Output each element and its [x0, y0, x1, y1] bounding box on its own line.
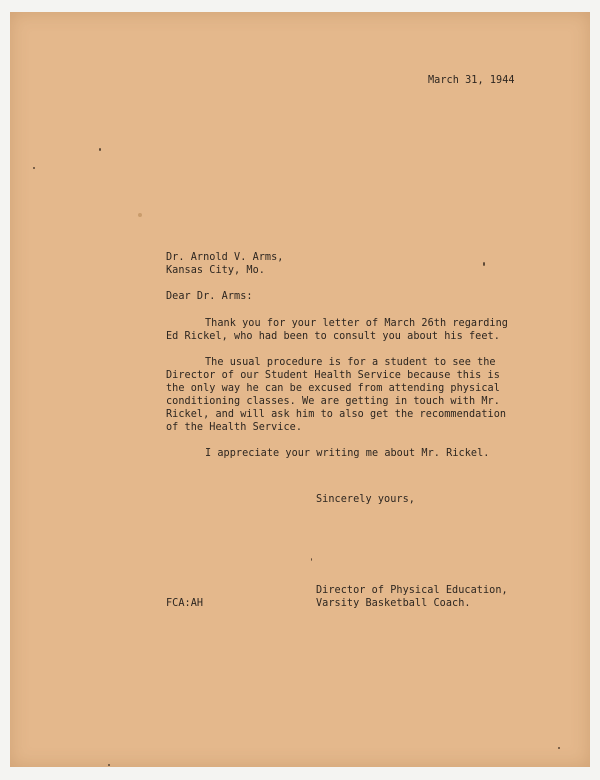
- paragraph-line: of the Health Service.: [166, 422, 303, 433]
- paper-speck: [558, 747, 560, 749]
- typist-initials: FCA:AH: [166, 598, 204, 609]
- paper-speck: [108, 764, 110, 766]
- paragraph-line: Ed Rickel, who had been to consult you about his feet.: [166, 331, 500, 342]
- paragraph-line: I appreciate your writing me about Mr. Rickel.: [205, 448, 490, 459]
- paper-speck: [311, 558, 312, 561]
- signature-title: Director of Physical Education,: [316, 585, 508, 596]
- paper-speck: [33, 167, 35, 169]
- recipient-name: Dr. Arnold V. Arms,: [166, 252, 284, 263]
- letter-page: [10, 12, 590, 767]
- paper-speck: [483, 262, 485, 266]
- paper-speck: [138, 213, 142, 217]
- paragraph-line: Director of our Student Health Service because this is: [166, 370, 500, 381]
- signature-title: Varsity Basketball Coach.: [316, 598, 471, 609]
- paragraph-line: conditioning classes. We are getting in touch with Mr.: [166, 396, 500, 407]
- paper-speck: [99, 148, 101, 151]
- salutation: Dear Dr. Arms:: [166, 291, 253, 302]
- recipient-city: Kansas City, Mo.: [166, 265, 265, 276]
- paragraph-line: Rickel, and will ask him to also get the recommendation: [166, 409, 507, 420]
- paragraph-line: Thank you for your letter of March 26th regarding: [205, 318, 508, 329]
- letter-date: March 31, 1944: [428, 75, 515, 86]
- paragraph-line: The usual procedure is for a student to see the: [205, 357, 496, 368]
- paragraph-line: the only way he can be excused from attending physical: [166, 383, 500, 394]
- closing: Sincerely yours,: [316, 494, 415, 505]
